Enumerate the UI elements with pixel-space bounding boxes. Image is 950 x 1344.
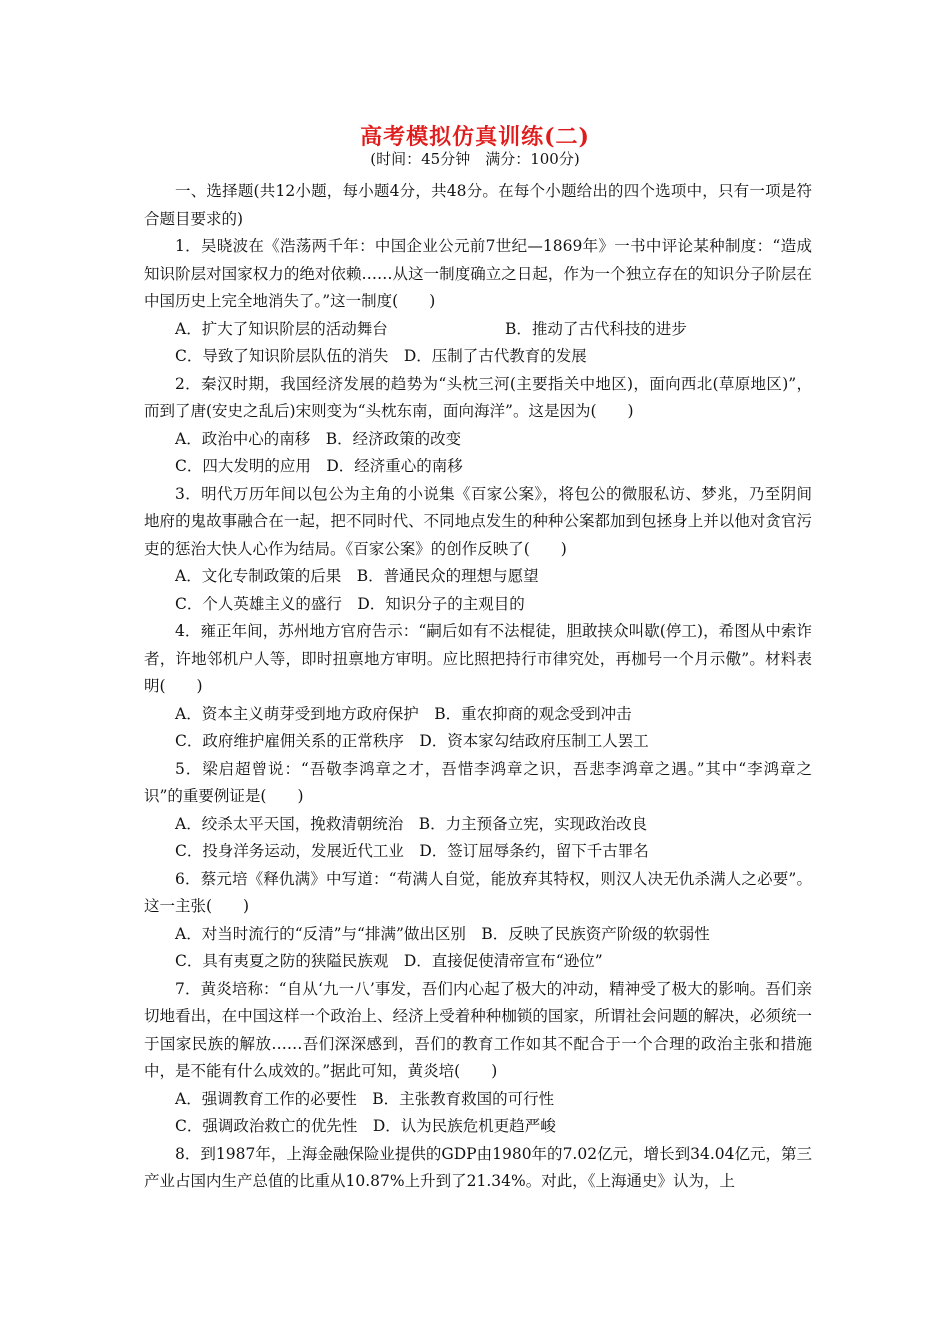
question-6-options-row-1	[144, 921, 812, 949]
question-7-options-row-2	[144, 1113, 812, 1141]
question-4-options-row-2	[144, 728, 812, 756]
page-subtitle: (时间：45分钟 满分：100分)	[370, 150, 580, 168]
question-4-option-a: A．资本主义萌芽受到地方政府保护	[175, 704, 419, 723]
question-4-option-c: C．政府维护雇佣关系的正常秩序	[175, 732, 404, 750]
question-4-option-d: D．资本家勾结政府压制工人罢工	[419, 732, 649, 750]
question-6-options-row-2	[144, 948, 812, 976]
question-7-option-c: C．强调政治救亡的优先性	[175, 1117, 358, 1135]
question-1-stem: 1．吴晓波在《浩荡两千年：中国企业公元前7世纪—1869年》一书中评论某种制度：“造成知识阶层对国家权力的绝对依赖……从这一制度确立之日起，作为一个独立存在的知识分子阶层在中国历史上完全地消失了。”这一制度( )	[144, 237, 812, 310]
question-5-option-d: D．签订屈辱条约，留下千古罪名	[419, 842, 649, 860]
question-7-option-b: B．主张教育救国的可行性	[372, 1089, 555, 1108]
question-3-option-b: B．普通民众的理想与愿望	[356, 567, 539, 585]
question-1-option-a: A．扩大了知识阶层的活动舞台	[175, 319, 388, 338]
question-6-option-a: A．对当时流行的“反清”与“排满”做出区别	[175, 924, 466, 943]
question-8-stem: 8．到1987年，上海金融保险业提供的GDP由1980年的7.02亿元，增长到34.04亿元，第三产业占国内生产总值的比重从10.87%上升到了21.34%。对此，《上海通史》认为，上	[144, 1144, 812, 1190]
question-1-options-row-1	[144, 316, 812, 344]
question-6-option-d: D．直接促使清帝宣布“逊位”	[403, 952, 603, 970]
question-5-options-row-2	[144, 838, 812, 866]
question-7-option-d: D．认为民族危机更趋严峻	[372, 1117, 556, 1135]
question-3-stem: 3．明代万历年间以包公为主角的小说集《百家公案》，将包公的微服私访、梦兆，乃至阴间地府的鬼故事融合在一起，把不同时代、不同地点发生的种种公案都加到包拯身上并以他对贪官污吏的惩治大快人心作为结局。《百家公案》的创作反映了( )	[144, 484, 812, 558]
question-5-option-c: C．投身洋务运动，发展近代工业	[175, 842, 404, 860]
question-2-stem: 2．秦汉时期，我国经济发展的趋势为“头枕三河(主要指关中地区)，面向西北(草原地区)”，而到了唐(安史之乱后)宋则变为“头枕东南，面向海洋”。这是因为( )	[144, 374, 812, 420]
question-2-option-a: A．政治中心的南移	[175, 429, 311, 448]
question-7-option-a: A．强调教育工作的必要性	[175, 1089, 357, 1108]
question-7-options-row-1	[144, 1086, 812, 1114]
question-5-stem: 5．梁启超曾说：“吾敬李鸿章之才，吾惜李鸿章之识，吾悲李鸿章之遇。”其中“李鸿章之识”的重要例证是( )	[144, 759, 812, 805]
question-2-option-c: C．四大发明的应用	[175, 457, 311, 475]
question-5-options-row-1	[144, 811, 812, 839]
question-7-stem: 7．黄炎培称：“自从‘九一八’事发，吾们内心起了极大的冲动，精神受了极大的影响。吾们亲切地看出，在中国这样一个政治上、经济上受着种种枷锁的国家，所谓社会问题的解决，必须统一于国家民族的解放……吾们深深感到，吾们的教育工作如其不配合于一个合理的政治主张和措施中，是不能有什么成效的。”据此可知，黄炎培( )	[144, 979, 812, 1080]
page-title: 高考模拟仿真训练(二)	[360, 124, 590, 150]
question-6-stem: 6．蔡元培《释仇满》中写道：“苟满人自觉，能放弃其特权，则汉人决无仇杀满人之必要”。这一主张( )	[144, 869, 812, 915]
question-5-option-a: A．绞杀太平天国，挽救清朝统治	[175, 814, 404, 833]
question-6-option-c: C．具有夷夏之防的狭隘民族观	[175, 952, 389, 970]
question-1-option-b: B．推动了古代科技的进步	[505, 319, 687, 338]
question-3-options-row-1	[144, 563, 812, 591]
question-2-option-d: D．经济重心的南移	[326, 457, 463, 475]
question-2-options-row-1	[144, 426, 812, 454]
question-3-option-c: C．个人英雄主义的盛行	[175, 594, 342, 613]
question-3-option-a: A．文化专制政策的后果	[175, 567, 342, 585]
question-3-option-d: D．知识分子的主观目的	[357, 594, 525, 613]
question-4-options-row-1	[144, 701, 812, 729]
question-1-option-c: C．导致了知识阶层队伍的消失	[175, 347, 389, 365]
section-intro: 一、选择题(共12小题，每小题4分，共48分。在每个小题给出的四个选项中，只有一项是符合题目要求的)	[144, 182, 812, 228]
question-4-stem: 4．雍正年间，苏州地方官府告示：“嗣后如有不法棍徒，胆敢挟众叫歇(停工)，希图从中索诈者，许地邻机户人等，即时扭禀地方审明。应比照把持行市律究处，再枷号一个月示儆”。材料表明( )	[144, 622, 812, 695]
question-1-options-row-2	[144, 343, 812, 371]
question-1-option-d: D．压制了古代教育的发展	[403, 347, 587, 365]
question-2-options-row-2	[144, 453, 812, 481]
question-5-option-b: B．力主预备立宪，实现政治改良	[418, 814, 648, 833]
question-4-option-b: B．重农抑商的观念受到冲击	[434, 704, 632, 723]
question-2-option-b: B．经济政策的改变	[325, 429, 462, 448]
document-body	[144, 178, 812, 1196]
question-6-option-b: B．反映了民族资产阶级的软弱性	[481, 924, 710, 943]
question-3-options-row-2	[144, 591, 812, 619]
